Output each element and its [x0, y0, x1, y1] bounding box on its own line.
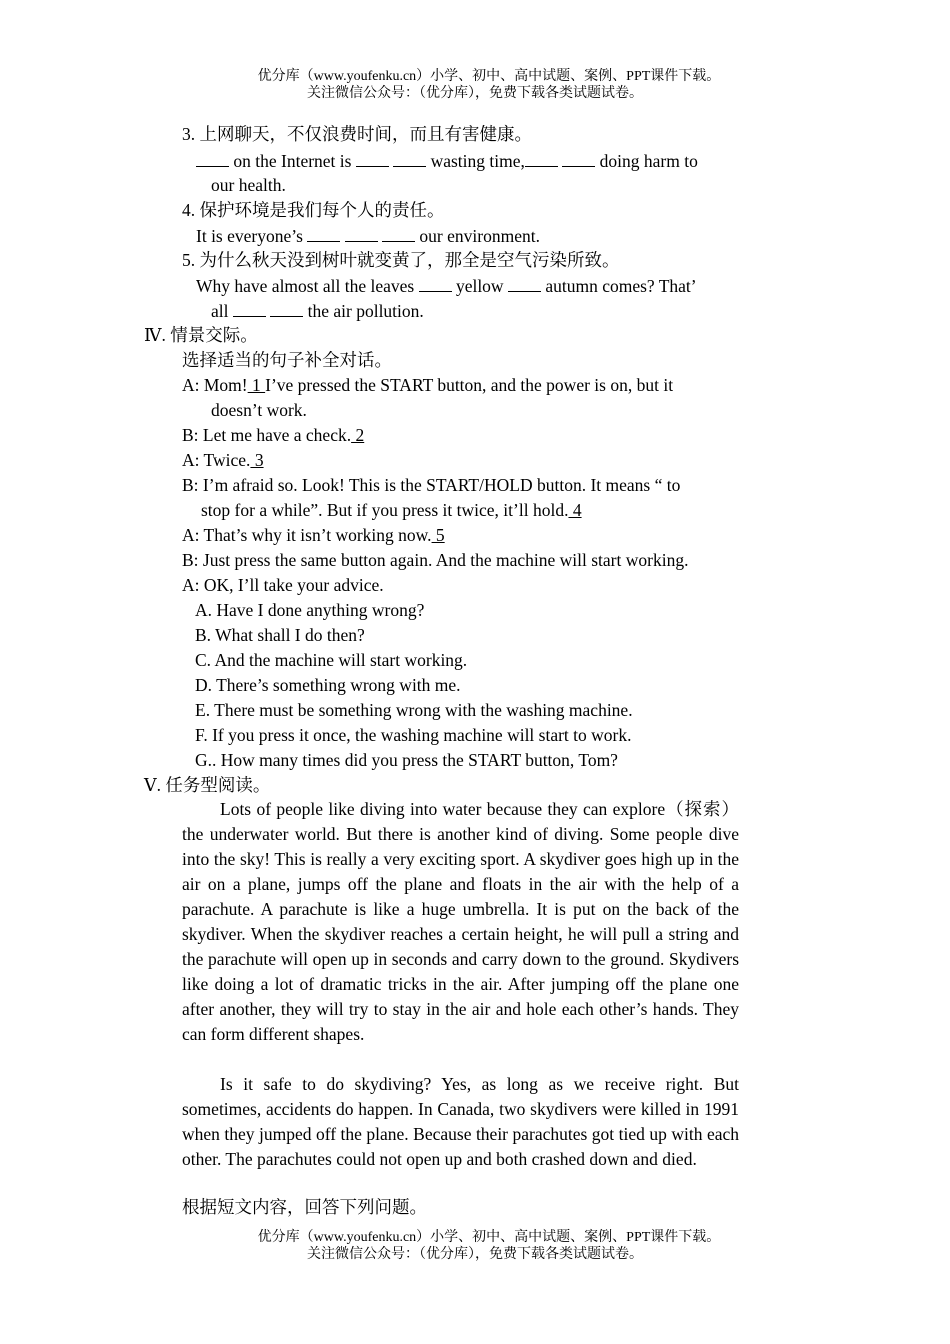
blank	[270, 298, 303, 317]
q3-text-a: on the Internet is	[233, 151, 352, 171]
answer-number: 4	[568, 500, 582, 520]
option-e: E. There must be something wrong with the washing machine.	[195, 700, 633, 720]
dialog-line-5	[182, 523, 445, 548]
option-f: F. If you press it once, the washing machine will start to work.	[195, 725, 632, 745]
q3-text-c: doing harm to	[599, 151, 698, 171]
q5-english-cont	[211, 298, 424, 323]
footer-line-1: 优分库（www.youfenku.cn）小学、初中、高中试题、案例、PPT课件下载。	[257, 1230, 721, 1245]
answer-number: 5	[431, 525, 445, 545]
paragraph-text: Is it safe to do skydiving? Yes, as long as we receive right. But sometimes, accidents do happen. In Canada, two skydivers were killed in 1991 when they jumped off the plane. Because their parachutes got tied up with each other. The parachutes could not open up and both crashed down and died.	[182, 1074, 739, 1169]
reading-paragraph-1	[182, 797, 739, 1047]
answer-number: 3	[250, 450, 264, 470]
q3-chinese: 3. 上网聊天，不仅浪费时间，而且有害健康。	[182, 124, 532, 144]
dialog-text: A: Mom!	[182, 375, 248, 395]
page-footer	[0, 1229, 950, 1263]
q4-chinese: 4. 保护环境是我们每个人的责任。	[182, 200, 445, 220]
section4-title: Ⅳ. 情景交际。	[144, 325, 258, 345]
q5-chinese: 5. 为什么秋天没到树叶就变黄了，那全是空气污染所致。	[182, 250, 620, 270]
footer-line-2: 关注微信公众号：（优分库），免费下载各类试题试卷。	[307, 1247, 643, 1262]
dialog-text: B: Let me have a check.	[182, 425, 352, 445]
dialog-line-4-cont	[201, 498, 582, 523]
blank	[525, 148, 558, 167]
blank	[508, 273, 541, 292]
q4-text-a: It is everyone’s	[196, 226, 303, 246]
dialog-line-1	[182, 373, 673, 398]
header-line-2: 关注微信公众号：（优分库），免费下载各类试题试卷。	[307, 86, 643, 101]
q5-text-c: autumn comes? That’	[545, 276, 697, 296]
option-d: D. There’s something wrong with me.	[195, 675, 461, 695]
dialog-text: A: Twice.	[182, 450, 251, 470]
header-line-1: 优分库（www.youfenku.cn）小学、初中、高中试题、案例、PPT课件下载。	[257, 69, 721, 84]
dialog-line-1-cont: doesn’t work.	[211, 400, 307, 420]
blank	[419, 273, 452, 292]
option-a: A. Have I done anything wrong?	[195, 600, 425, 620]
dialog-text: stop for a while”. But if you press it twice, it’ll hold.	[201, 500, 569, 520]
q4-text-b: our environment.	[419, 226, 540, 246]
q5-text-e: the air pollution.	[307, 301, 424, 321]
dialog-line-6: B: Just press the same button again. And the machine will start working.	[182, 550, 689, 570]
blank	[382, 223, 415, 242]
dialog-line-7: A: OK, I’ll take your advice.	[182, 575, 384, 595]
q5-text-a: Why have almost all the leaves	[196, 276, 415, 296]
dialog-line-2	[182, 423, 364, 448]
option-c: C. And the machine will start working.	[195, 650, 468, 670]
section4-instruction: 选择适当的句子补全对话。	[182, 350, 392, 370]
answer-number: 1	[247, 375, 266, 395]
q3-text-b: wasting time,	[430, 151, 525, 171]
dialog-line-3	[182, 448, 264, 473]
blank	[345, 223, 378, 242]
section5-title: Ⅴ. 任务型阅读。	[144, 775, 271, 795]
answer-number: 2	[351, 425, 365, 445]
q5-text-d: all	[211, 301, 229, 321]
blank	[196, 148, 229, 167]
dialog-line-4: B: I’m afraid so. Look! This is the START/HOLD button. It means “ to	[182, 475, 681, 495]
q4-english	[196, 223, 540, 248]
blank	[562, 148, 595, 167]
option-b: B. What shall I do then?	[195, 625, 365, 645]
blank	[233, 298, 266, 317]
q3-english	[196, 148, 698, 173]
q3-text-d: our health.	[211, 175, 286, 195]
blank	[307, 223, 340, 242]
q5-english	[196, 273, 697, 298]
reading-paragraph-2	[182, 1072, 739, 1172]
option-g: G.. How many times did you press the START button, Tom?	[195, 750, 618, 770]
paragraph-text: Lots of people like diving into water because they can explore（探索）the underwater world. But there is another kind of diving. Some people dive into the sky! This is really a very exciting sport. A skydiver goes high up in the air on a plane, jumps off the plane and floats in the air with the help of a parachute. A parachute is like a huge umbrella. It is put on the back of the skydiver. When the skydiver reaches a certain height, he will pull a string and the parachute will open up in seconds and carry down to the ground. Skydivers like doing a lot of dramatic tricks in the air. After jumping off the plane one after another, they will try to stay in the air and hole each other’s hands. They can form different shapes.	[182, 799, 739, 1044]
dialog-text: I’ve pressed the START button, and the power is on, but it	[265, 375, 674, 395]
q5-text-b: yellow	[455, 276, 504, 296]
dialog-text: A: That’s why it isn’t working now.	[182, 525, 432, 545]
page-header	[0, 68, 950, 102]
section5-task: 根据短文内容，回答下列问题。	[182, 1197, 427, 1217]
blank	[356, 148, 389, 167]
blank	[393, 148, 426, 167]
